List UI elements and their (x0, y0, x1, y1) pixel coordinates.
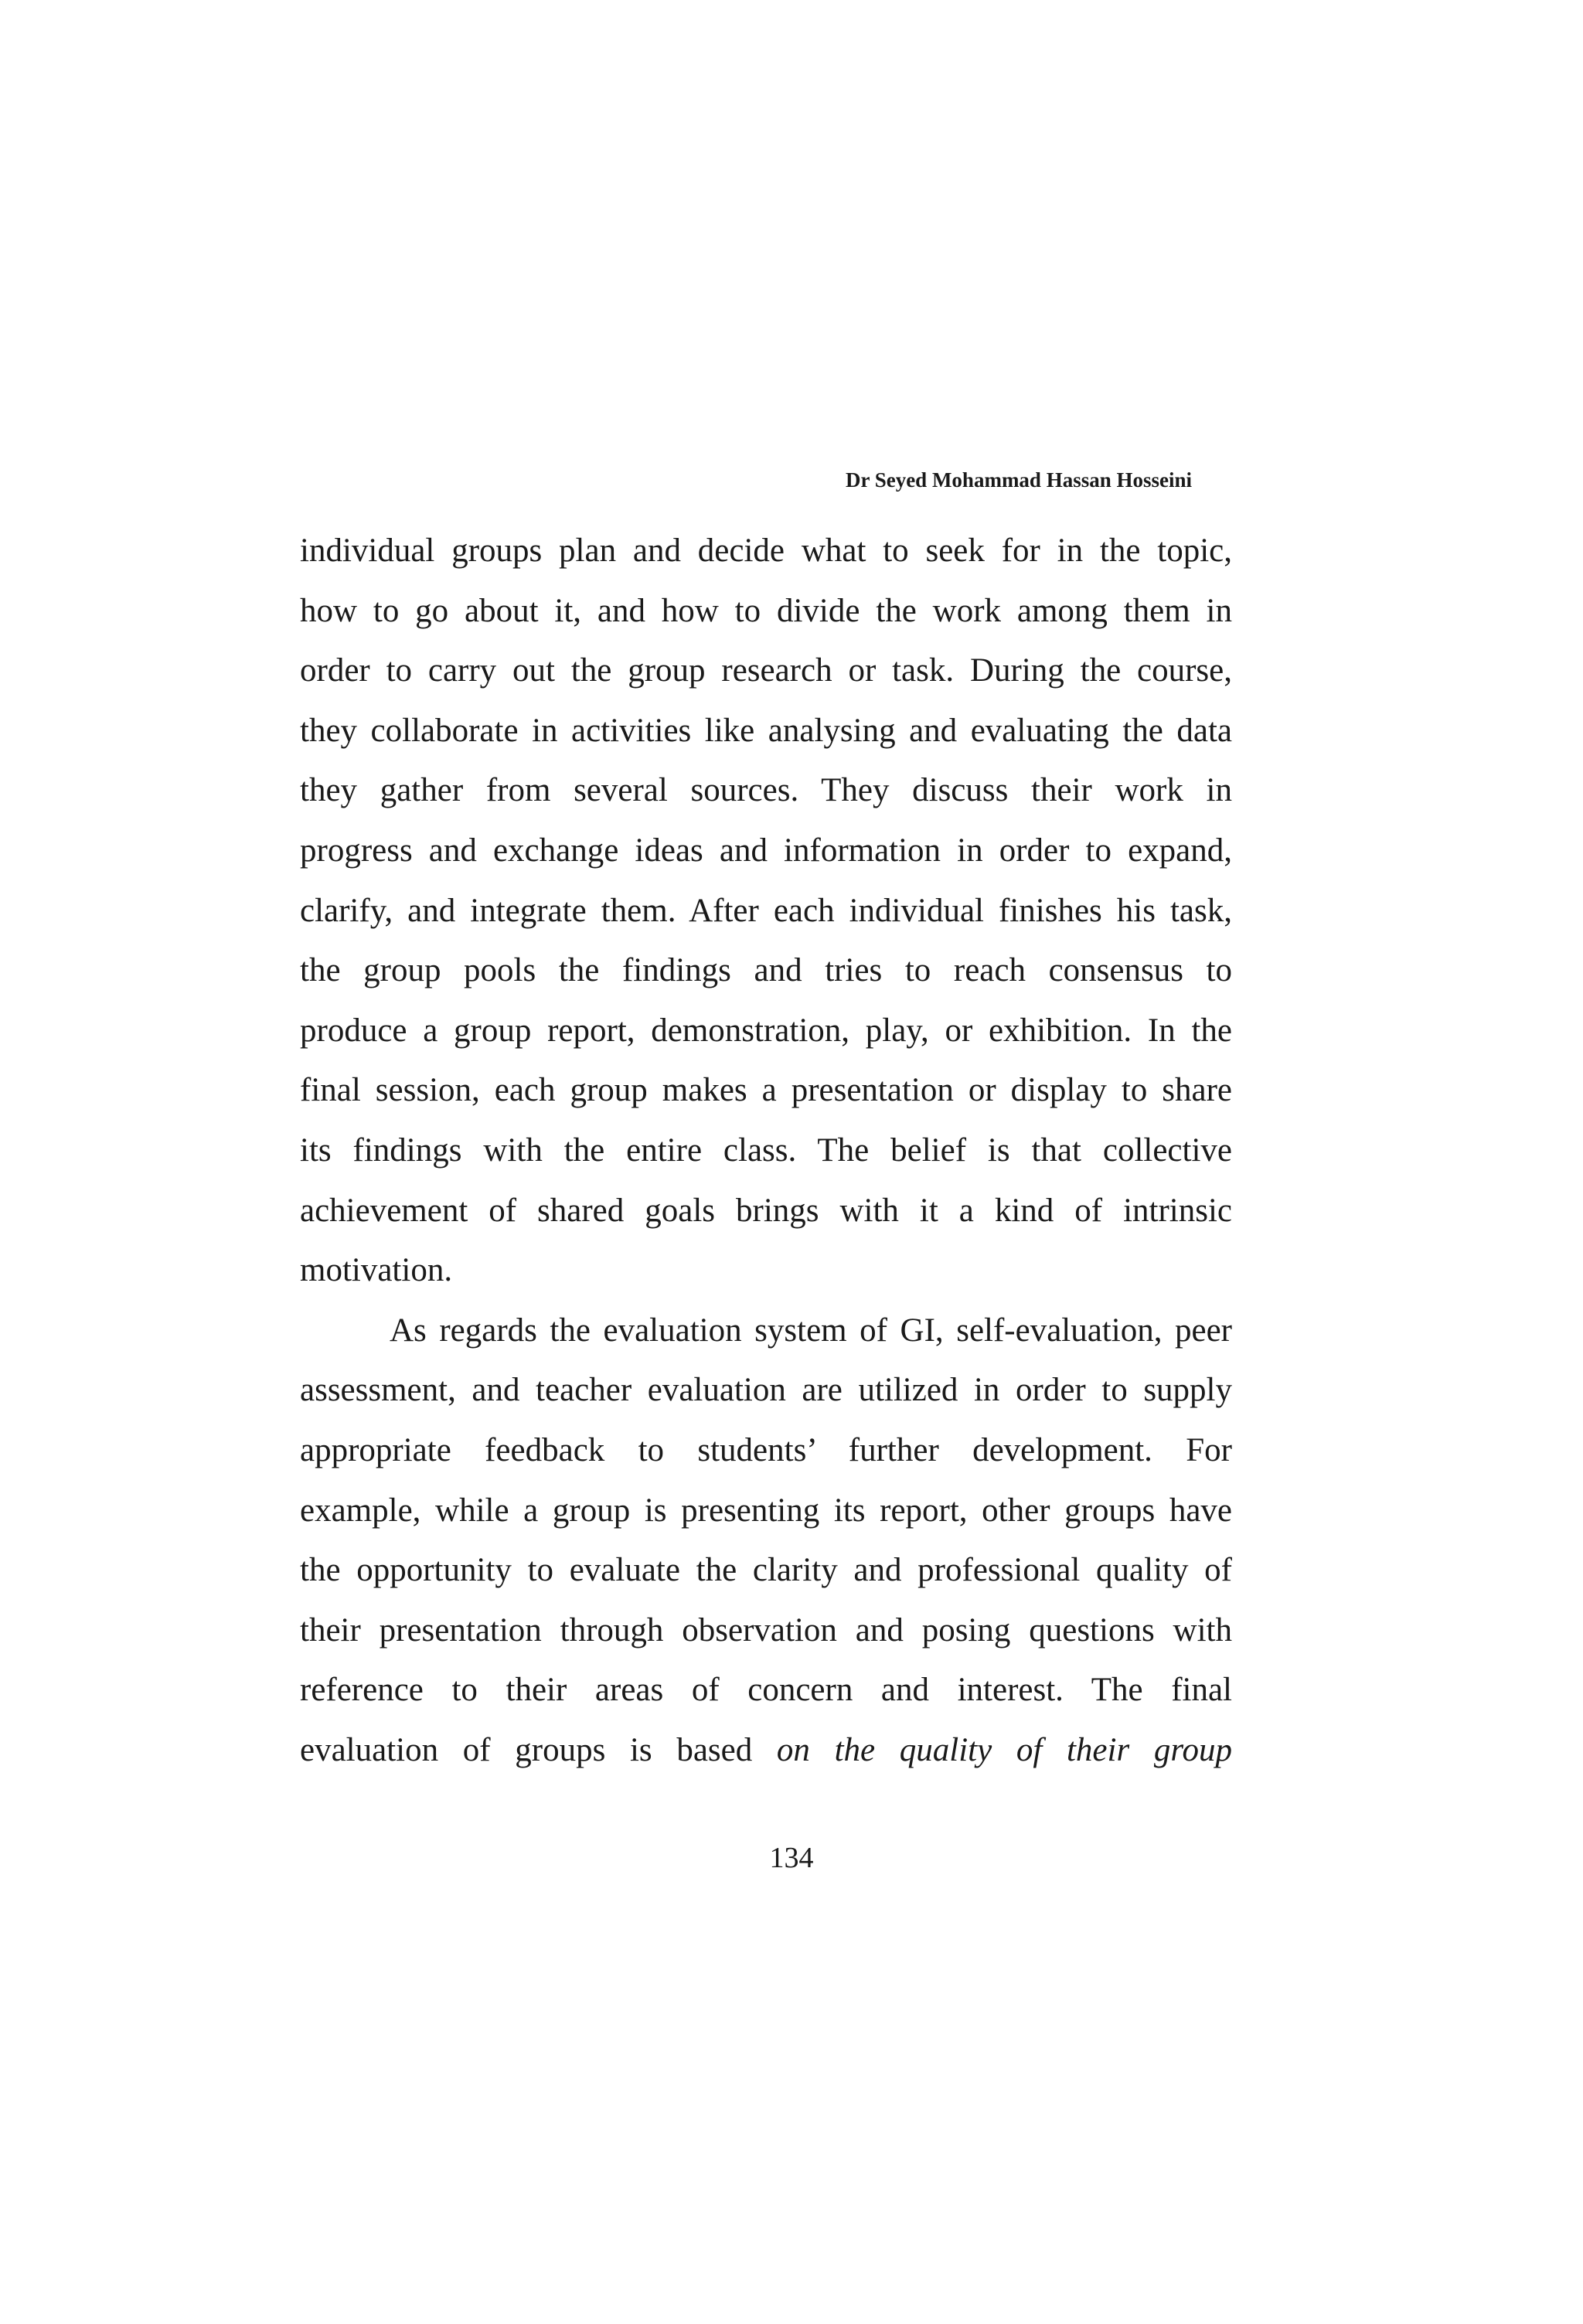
running-header: Dr Seyed Mohammad Hassan Hosseini (845, 468, 1192, 492)
text-line-final (300, 1720, 1232, 1781)
page-number: 134 (769, 1842, 814, 1874)
text-line: its findings with the entire class. The belief is that collective (300, 1131, 1232, 1169)
text-line: achievement of shared goals brings with it a kind of intrinsic (300, 1192, 1232, 1229)
body-text (300, 521, 1232, 1780)
text-line: they gather from several sources. They discuss their work in (300, 772, 1232, 809)
text-line: their presentation through observation and posing questions with (300, 1611, 1232, 1649)
text-line: clarify, and integrate them. After each individual finishes his task, (300, 892, 1232, 929)
text-line: the group pools the findings and tries to reach consensus to (300, 952, 1232, 989)
text-line: As regards the evaluation system of GI, self-evaluation, peer (390, 1312, 1232, 1349)
text-line: produce a group report, demonstration, play, or exhibition. In the (300, 1012, 1232, 1049)
text-line: individual groups plan and decide what to seek for in the topic, (300, 533, 1232, 569)
text-line: order to carry out the group research or task. During the course, (300, 652, 1232, 689)
text-line: reference to their areas of concern and interest. The final (300, 1672, 1232, 1709)
text-line: example, while a group is presenting its report, other groups have (300, 1492, 1232, 1529)
text-line: progress and exchange ideas and information in order to expand, (300, 832, 1232, 869)
text-line: the opportunity to evaluate the clarity and professional quality of (300, 1552, 1232, 1589)
text-line: how to go about it, and how to divide the work among them in (300, 592, 1232, 629)
final-line-italic: on the quality of their group (776, 1731, 1232, 1768)
text-line: appropriate feedback to students’ further development. For (300, 1431, 1232, 1468)
final-line-plain: evaluation of groups is based (300, 1731, 753, 1768)
text-line: they collaborate in activities like analysing and evaluating the data (300, 712, 1232, 749)
text-line: final session, each group makes a presentation or display to share (300, 1072, 1232, 1109)
text-line: assessment, and teacher evaluation are utilized in order to supply (300, 1372, 1232, 1409)
text-line: motivation. (300, 1252, 453, 1289)
